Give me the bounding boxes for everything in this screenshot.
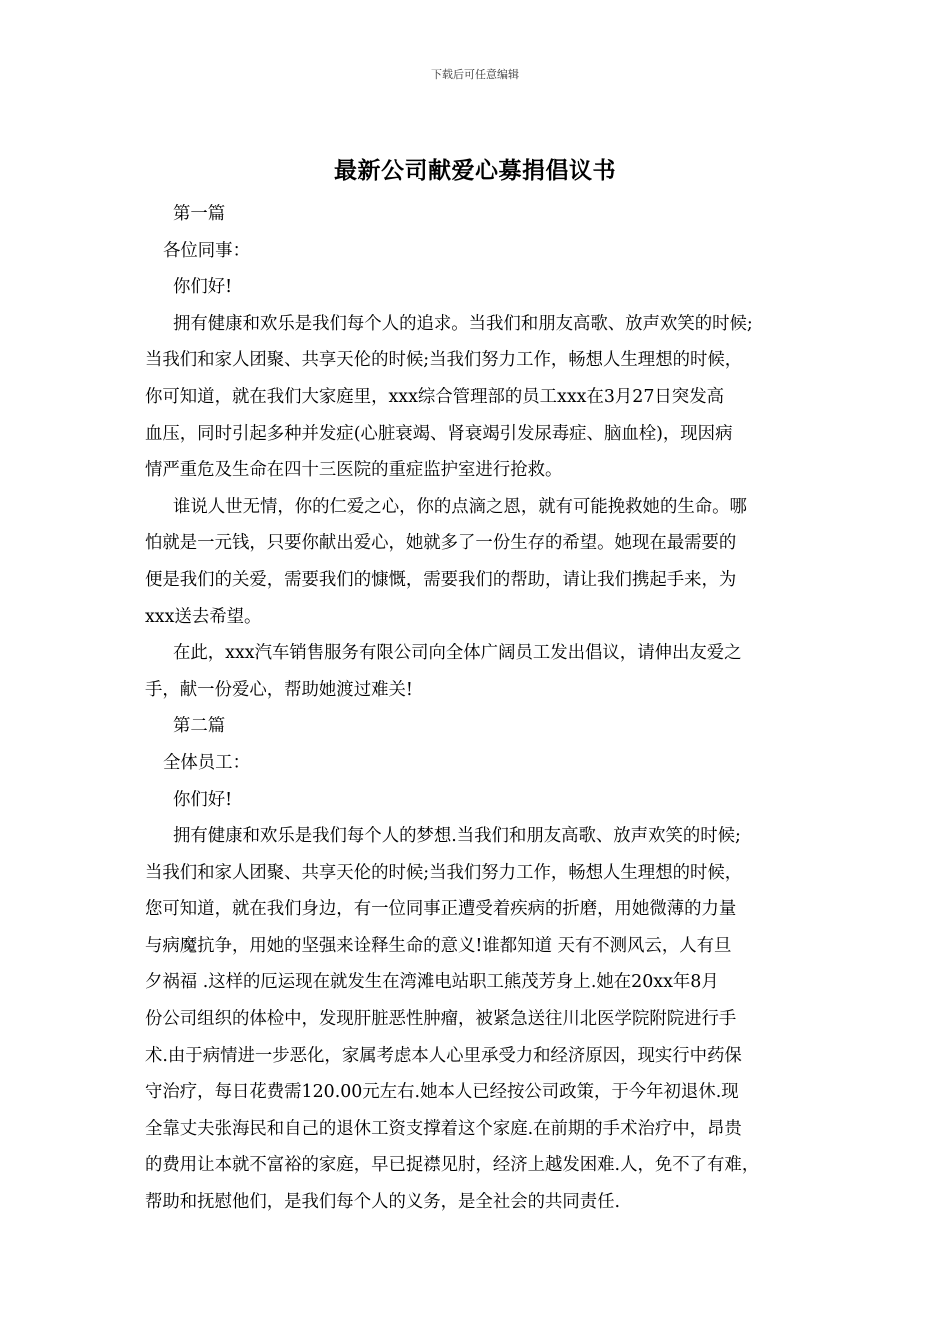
paragraph-line: 拥有健康和欢乐是我们每个人的梦想.当我们和朋友高歌、放声欢笑的时候; <box>173 826 741 847</box>
paragraph-line: 在此，xxx汽车销售服务有限公司向全体广阔员工发出倡议，请伸出友爱之 <box>173 643 742 664</box>
header-note: 下载后可任意编辑 <box>431 68 519 81</box>
paragraph-line: 当我们和家人团聚、共享天伦的时候;当我们努力工作，畅想人生理想的时候， <box>145 862 743 883</box>
paragraph-line: 便是我们的关爱，需要我们的慷慨，需要我们的帮助，请让我们携起手来，为 <box>145 569 737 590</box>
paragraph <box>145 635 815 708</box>
paragraph <box>145 489 815 635</box>
paragraph-line: 手，献一份爱心，帮助她渡过难关! <box>145 679 413 700</box>
paragraph-line: 份公司组织的体检中，发现肝脏恶性肿瘤，被紧急送往川北医学院附院进行手 <box>145 1009 737 1030</box>
paragraph-line: 您可知道，就在我们身边，有一位同事正遭受着疾病的折磨，用她微薄的力量 <box>145 899 737 920</box>
paragraph-line: 谁说人世无情，你的仁爱之心，你的点滴之恩，就有可能挽救她的生命。哪 <box>173 496 747 517</box>
paragraph-line: 全靠丈夫张海民和自己的退休工资支撑着这个家庭.在前期的手术治疗中，昂贵 <box>145 1118 742 1139</box>
salutation: 你们好! <box>173 789 233 810</box>
paragraph-line: 情严重危及生命在四十三医院的重症监护室进行抢救。 <box>145 460 563 481</box>
paragraph-line: 术.由于病情进一步恶化，家属考虑本人心里承受力和经济原因，现实行中药保 <box>145 1045 742 1066</box>
paragraph-line: xxx送去希望。 <box>145 606 262 627</box>
paragraph-line: 帮助和抚慰他们，是我们每个人的义务，是全社会的共同责任. <box>145 1192 621 1213</box>
paragraph-line: 血压，同时引起多种并发症(心脏衰竭、肾衰竭引发尿毒症、脑血栓)，现因病 <box>145 423 733 444</box>
greeting: 各位同事： <box>163 240 250 261</box>
paragraph-line: 当我们和家人团聚、共享天伦的时候;当我们努力工作，畅想人生理想的时候， <box>145 350 743 371</box>
section-heading: 第一篇 <box>173 204 226 224</box>
paragraph-line: 你可知道，就在我们大家庭里，xxx综合管理部的员工xxx在3月27日突发高 <box>145 386 724 407</box>
paragraph-line: 与病魔抗争，用她的坚强来诠释生命的意义!谁都知道 天有不测风云，人有旦 <box>145 935 732 956</box>
document-title: 最新公司献爱心募捐倡议书 <box>334 158 616 184</box>
paragraph-line: 拥有健康和欢乐是我们每个人的追求。当我们和朋友高歌、放声欢笑的时候; <box>173 313 753 334</box>
section-heading: 第二篇 <box>173 716 226 737</box>
paragraph <box>145 306 815 489</box>
paragraph-line: 夕祸福 .这样的厄运现在就发生在湾滩电站职工熊茂芳身上.她在20xx年8月 <box>145 972 719 993</box>
paragraph-line: 守治疗，每日花费需120.00元左右.她本人已经按公司政策，于今年初退休.现 <box>145 1082 739 1103</box>
paragraph-line: 的费用让本就不富裕的家庭，早已捉襟见肘，经济上越发困难.人，免不了有难， <box>145 1155 760 1176</box>
salutation: 你们好! <box>173 277 233 298</box>
document-body <box>145 196 815 1221</box>
paragraph-line: 怕就是一元钱，只要你献出爱心，她就多了一份生存的希望。她现在最需要的 <box>145 533 737 554</box>
greeting: 全体员工： <box>163 752 250 773</box>
paragraph <box>145 818 815 1221</box>
